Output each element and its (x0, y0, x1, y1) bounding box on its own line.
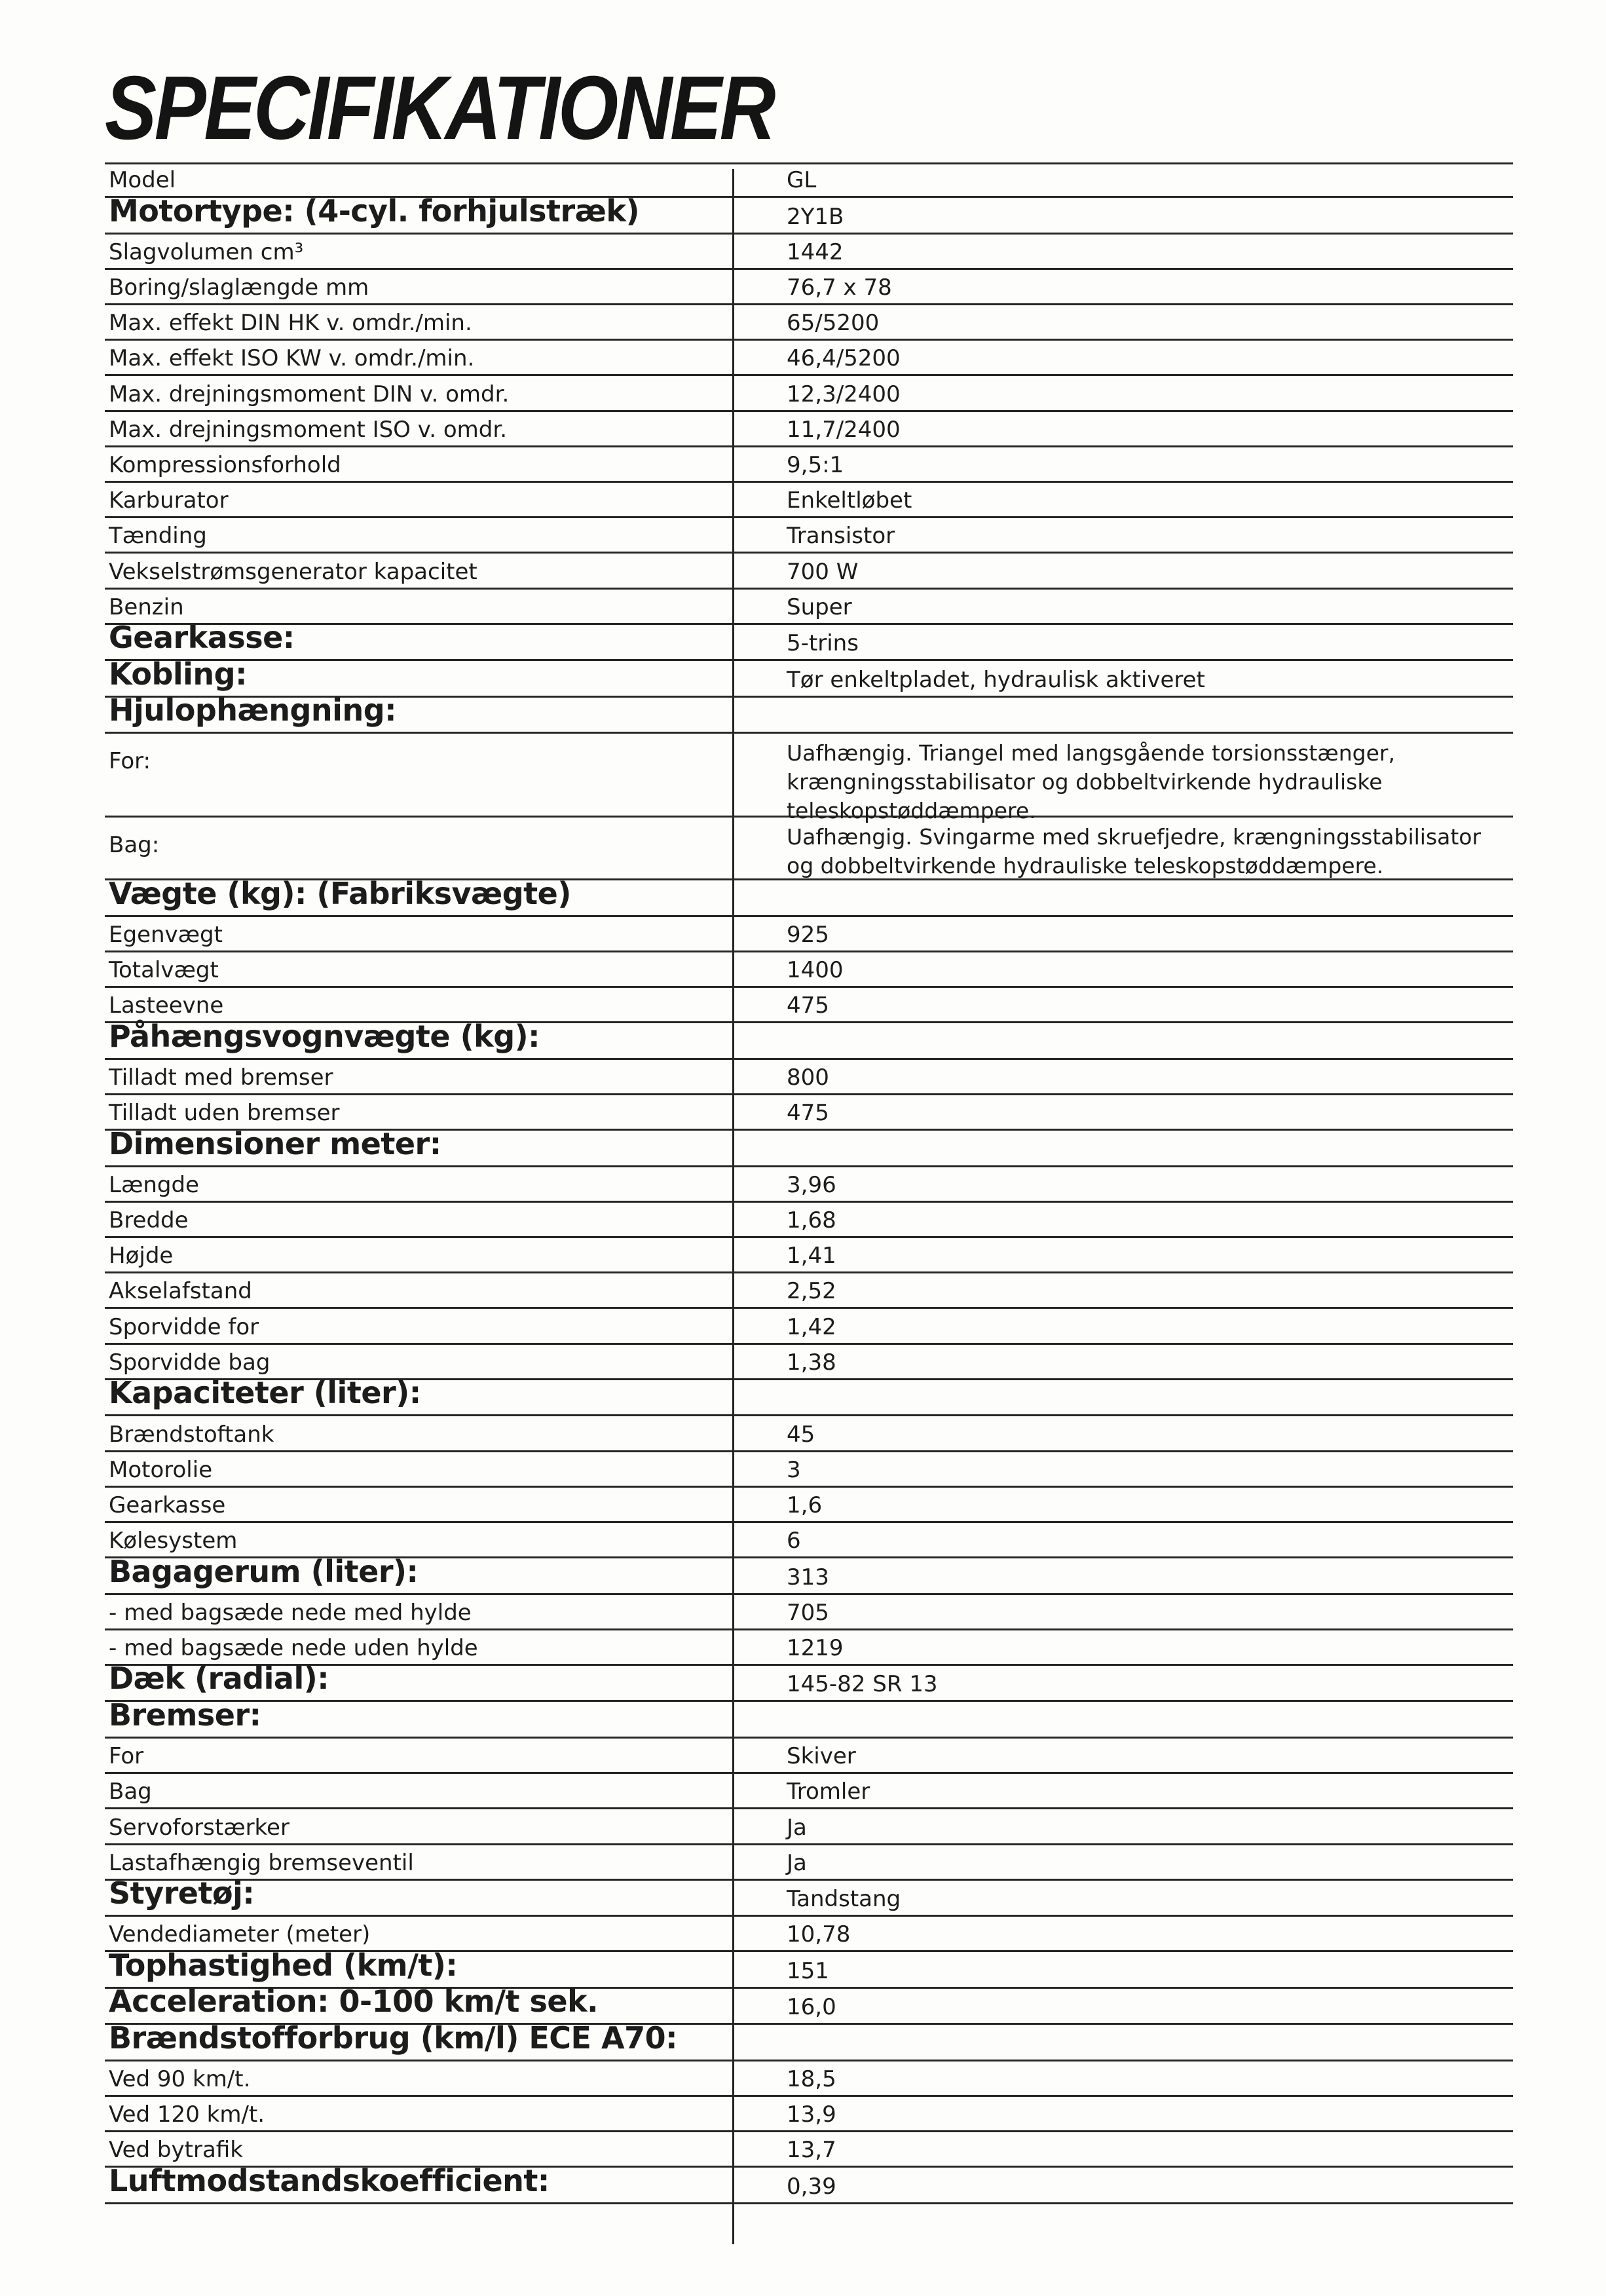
spec-value: Uafhængig. Triangel med langsgående torsionsstænger, krængningsstabilisator og dobbeltvirkende hydrauliske teleskopstøddæmpere. (787, 740, 1395, 824)
spec-value: 6 (787, 1528, 801, 1554)
spec-label: Hjulophængning: (109, 692, 397, 728)
spec-value: 46,4/5200 (787, 345, 901, 372)
spec-label: Acceleration: 0-100 km/t sek. (109, 1984, 599, 2020)
page-title: SPECIFIKATIONER (105, 58, 774, 159)
spec-row (105, 554, 1513, 589)
spec-value: 313 (787, 1564, 829, 1590)
spec-label: Servoforstærker (109, 1814, 289, 1841)
spec-value: 65/5200 (787, 310, 880, 337)
spec-value: Ja (787, 1814, 807, 1841)
spec-label: Længde (109, 1171, 199, 1198)
spec-row (105, 1452, 1513, 1488)
spec-row (105, 875, 1513, 917)
spec-label: Bag (109, 1778, 152, 1805)
spec-value: 2Y1B (787, 203, 844, 230)
spec-value (732, 1380, 1513, 1415)
spec-value (732, 698, 1513, 732)
spec-label: Bremser: (109, 1697, 261, 1733)
spec-row (105, 952, 1513, 988)
spec-label: Sporvidde bag (109, 1349, 271, 1376)
spec-value: 45 (787, 1421, 815, 1448)
spec-value (732, 1702, 1513, 1737)
spec-value: 13,7 (787, 2137, 836, 2164)
spec-row (105, 1167, 1513, 1203)
spec-row (105, 1697, 1513, 1739)
spec-value: 475 (787, 1100, 829, 1127)
spec-label: Brændstofforbrug (km/l) ECE A70: (109, 2020, 677, 2056)
spec-value: 151 (787, 1957, 829, 1984)
spec-label: Slagvolumen cm³ (109, 238, 304, 265)
spec-label: Motorolie (109, 1456, 213, 1483)
spec-label: Akselafstand (109, 1278, 252, 1305)
spec-label: Kobling: (109, 656, 247, 692)
spec-label: Karburator (109, 487, 229, 514)
spec-value: Uafhængig. Svingarme med skruefjedre, krængningsstabilisator og dobbeltvirkende hydrauliske teleskopstøddæmpere. (787, 824, 1482, 879)
spec-label: Tænding (109, 523, 207, 550)
spec-value (732, 880, 1513, 915)
spec-row (105, 1309, 1513, 1344)
spec-label: Totalvægt (109, 957, 219, 984)
spec-value: 475 (787, 992, 829, 1019)
spec-label: Påhængsvognvægte (kg): (109, 1018, 540, 1054)
spec-value: 3 (787, 1456, 801, 1483)
spec-row (105, 692, 1513, 734)
spec-value: 18,5 (787, 2066, 836, 2093)
spec-row (105, 917, 1513, 952)
spec-label: Vekselstrømsgenerator kapacitet (109, 558, 477, 585)
spec-row (105, 270, 1513, 305)
spec-label: Gearkasse (109, 1492, 226, 1518)
spec-row (105, 1739, 1513, 1774)
spec-value: Tør enkeltpladet, hydraulisk aktiveret (787, 666, 1205, 693)
spec-value: 925 (787, 921, 829, 948)
spec-row (105, 235, 1513, 270)
spec-label: Sporvidde for (109, 1313, 259, 1340)
spec-value: 76,7 x 78 (787, 274, 892, 301)
spec-label: Ved bytrafik (109, 2137, 243, 2164)
spec-value: Ja (787, 1849, 807, 1876)
spec-row (105, 483, 1513, 518)
spec-value: 145-82 SR 13 (787, 1671, 938, 1698)
spec-row (105, 1060, 1513, 1095)
spec-label: Max. drejningsmoment ISO v. omdr. (109, 416, 508, 443)
spec-label: Benzin (109, 593, 184, 620)
spec-label: Kølesystem (109, 1528, 238, 1554)
spec-label: Dimensioner meter: (109, 1125, 441, 1161)
spec-label: Tilladt uden bremser (109, 1100, 340, 1127)
spec-row (105, 1595, 1513, 1630)
spec-value: Tromler (787, 1778, 870, 1805)
spec-row (105, 447, 1513, 483)
spec-value: 0,39 (787, 2173, 836, 2200)
spec-row (105, 193, 1513, 235)
spec-value (732, 1023, 1513, 1058)
spec-label: Lasteevne (109, 992, 224, 1019)
spec-label: Ved 90 km/t. (109, 2066, 251, 2093)
spec-row (105, 590, 1513, 625)
spec-value: 1,42 (787, 1313, 836, 1340)
spec-row (105, 1238, 1513, 1273)
spec-row (105, 1875, 1513, 1917)
spec-value: Transistor (787, 523, 895, 550)
spec-label: Bredde (109, 1207, 189, 1234)
spec-label: For (109, 1743, 144, 1770)
spec-label: Højde (109, 1243, 174, 1270)
spec-row (105, 1203, 1513, 1238)
spec-label: Dæk (radial): (109, 1661, 329, 1697)
spec-row (105, 1553, 1513, 1595)
spec-value: 700 W (787, 558, 859, 585)
spec-row (105, 1125, 1513, 1167)
spec-row (105, 1018, 1513, 1060)
spec-row (105, 1661, 1513, 1703)
spec-label: Egenvægt (109, 921, 223, 948)
spec-label: Tilladt med bremser (109, 1064, 333, 1091)
spec-row (105, 1845, 1513, 1881)
spec-value: 3,96 (787, 1171, 836, 1198)
spec-label: Kapaciteter (liter): (109, 1375, 421, 1411)
spec-row (105, 734, 1513, 824)
spec-row (105, 2020, 1513, 2061)
spec-table (105, 162, 1513, 2204)
spec-label: Vægte (kg): (Fabriksvægte) (109, 875, 571, 911)
spec-label: Luftmodstandskoefficient: (109, 2162, 550, 2198)
spec-row (105, 412, 1513, 447)
spec-value: Super (787, 593, 852, 620)
spec-value: 1442 (787, 238, 844, 265)
spec-label: Max. effekt ISO KW v. omdr./min. (109, 345, 475, 372)
spec-label: Tophastighed (km/t): (109, 1947, 458, 1983)
spec-value: 9,5:1 (787, 452, 844, 478)
spec-value: 16,0 (787, 1994, 836, 2021)
spec-value: 10,78 (787, 1921, 851, 1948)
spec-label: Bag: (109, 832, 160, 859)
spec-row (105, 2162, 1513, 2204)
spec-value: 5-trins (787, 630, 859, 657)
spec-row (105, 518, 1513, 554)
spec-value: Enkeltløbet (787, 487, 912, 514)
spec-label: - med bagsæde nede med hylde (109, 1599, 472, 1626)
spec-value: Skiver (787, 1743, 856, 1770)
spec-label: Vendediameter (meter) (109, 1921, 371, 1948)
spec-value: 2,52 (787, 1278, 836, 1305)
spec-value: 1,68 (787, 1207, 836, 1234)
spec-row (105, 2097, 1513, 2132)
spec-label: Brændstoftank (109, 1421, 274, 1448)
spec-value (732, 2025, 1513, 2060)
spec-label: Model (109, 167, 176, 194)
spec-label: Bagagerum (liter): (109, 1553, 419, 1589)
spec-row (105, 305, 1513, 341)
spec-value (732, 1131, 1513, 1165)
spec-row (105, 2061, 1513, 2097)
spec-label: For: (109, 748, 151, 775)
spec-label: Kompressionsforhold (109, 452, 341, 478)
spec-row (105, 1774, 1513, 1809)
spec-row (105, 1375, 1513, 1417)
spec-value: 705 (787, 1599, 829, 1626)
spec-value: 1400 (787, 957, 844, 984)
spec-row (105, 376, 1513, 411)
spec-row (105, 341, 1513, 376)
spec-row (105, 1488, 1513, 1523)
spec-value: GL (787, 167, 817, 194)
spec-label: Boring/slaglængde mm (109, 274, 369, 301)
spec-label: Ved 120 km/t. (109, 2101, 265, 2128)
spec-label: Max. drejningsmoment DIN v. omdr. (109, 381, 510, 407)
spec-value: 1,6 (787, 1492, 823, 1518)
spec-value: 1219 (787, 1634, 844, 1661)
spec-value: 800 (787, 1064, 829, 1091)
spec-value: 11,7/2400 (787, 416, 901, 443)
spec-value: 13,9 (787, 2101, 836, 2128)
spec-row (105, 1416, 1513, 1452)
spec-label: Max. effekt DIN HK v. omdr./min. (109, 310, 472, 337)
spec-label: Gearkasse: (109, 620, 295, 656)
spec-label: Lastafhængig bremseventil (109, 1849, 414, 1876)
spec-row (105, 620, 1513, 662)
spec-row (105, 1809, 1513, 1845)
spec-value: 12,3/2400 (787, 381, 901, 407)
spec-row (105, 1273, 1513, 1309)
spec-value: 1,41 (787, 1243, 836, 1270)
spec-value: Tandstang (787, 1886, 901, 1913)
spec-label: Styretøj: (109, 1875, 255, 1911)
spec-label: Motortype: (4-cyl. forhjulstræk) (109, 193, 640, 229)
spec-row (105, 818, 1513, 880)
spec-value: 1,38 (787, 1349, 836, 1376)
spec-label: - med bagsæde nede uden hylde (109, 1634, 478, 1661)
